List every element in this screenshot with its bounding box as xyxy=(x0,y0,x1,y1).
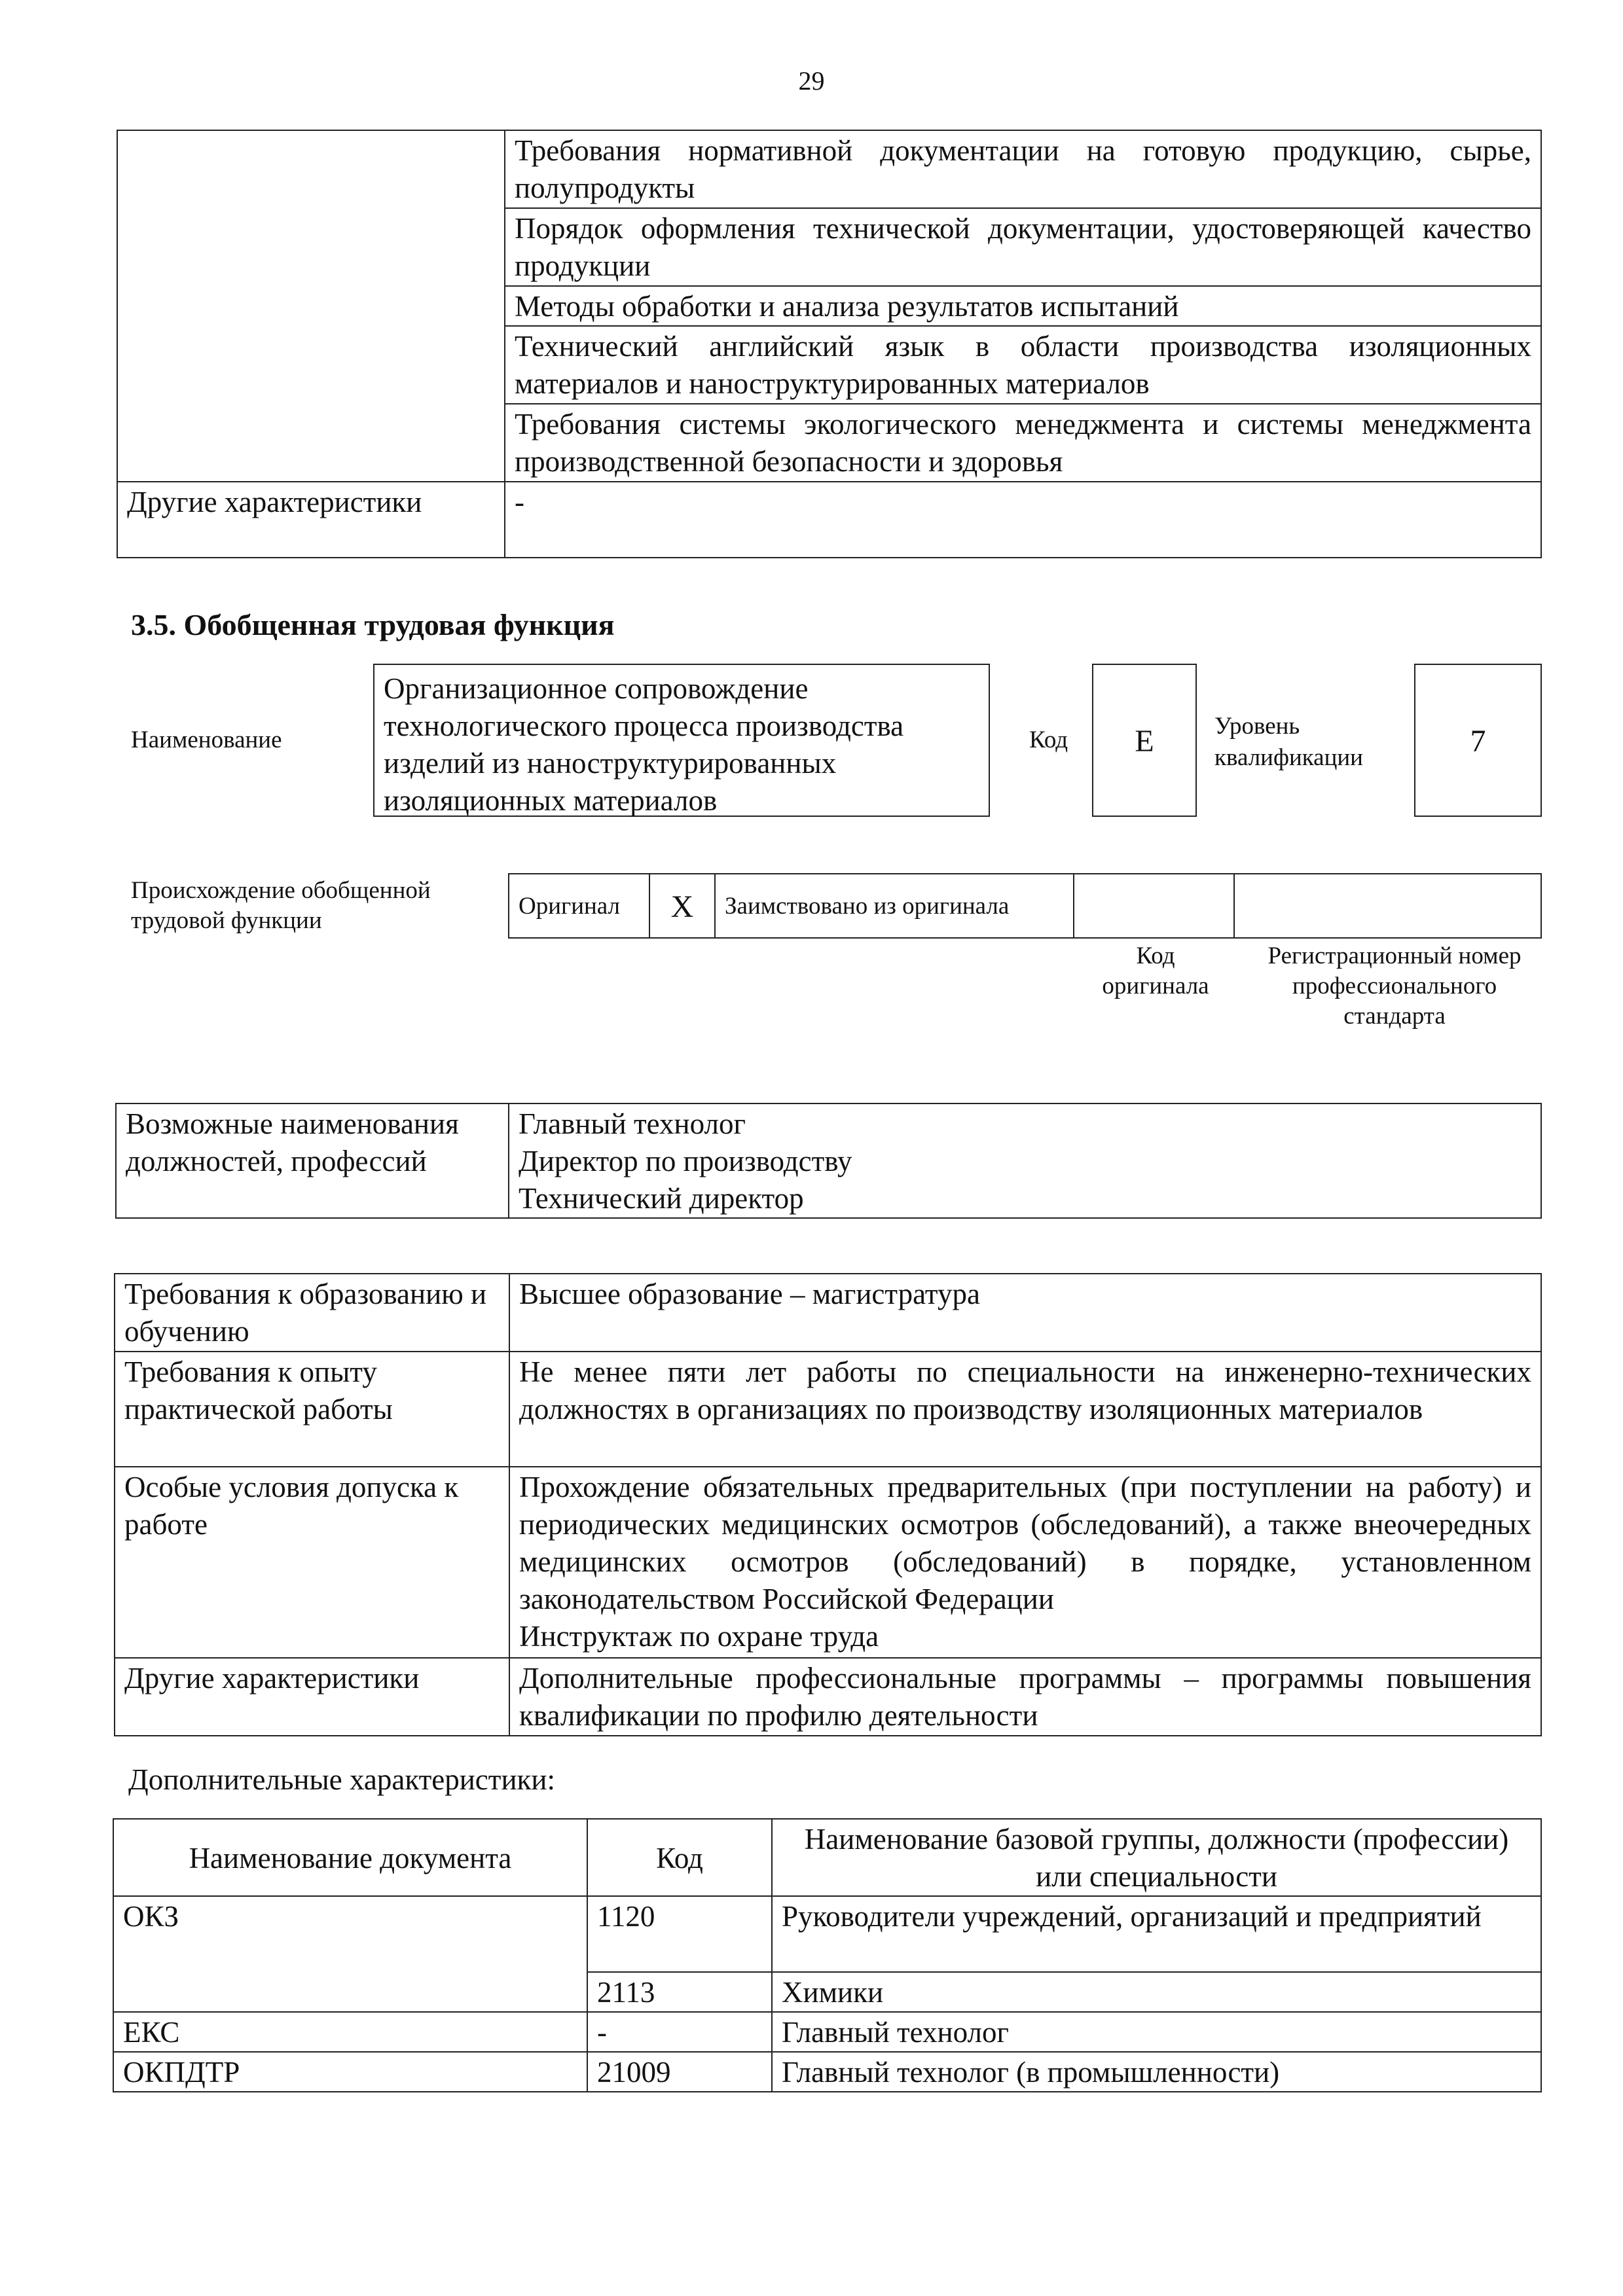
doc-cell: ОКПДТР xyxy=(113,2052,587,2092)
positions-list xyxy=(509,1103,1541,1218)
requirement-line: Инструктаж по охране труда xyxy=(519,1620,879,1653)
requirement-label: Другие характеристики xyxy=(115,1658,509,1736)
name-label: Наименование xyxy=(131,726,282,753)
requirement-value xyxy=(509,1467,1541,1658)
original-mark: X xyxy=(649,874,715,938)
table-row xyxy=(115,1658,1541,1736)
name-cell: Главный технолог (в промышленности) xyxy=(772,2052,1541,2092)
table-row xyxy=(113,2012,1541,2052)
knowledge-item: Технический английский язык в области производства изоляционных материалов и наноструктурированных материалов xyxy=(505,326,1541,404)
positions-label: Возможные наименования должностей, профессий xyxy=(116,1103,509,1218)
knowledge-item: Требования системы экологического менеджмента и системы менеджмента производственной безопасности и здоровья xyxy=(505,404,1541,482)
table-row xyxy=(115,1352,1541,1467)
header-document: Наименование документа xyxy=(113,1819,587,1896)
code-caption: Код оригинала xyxy=(1102,942,1209,999)
requirement-value: Дополнительные профессиональные программы – программы повышения квалификации по профилю деятельности xyxy=(509,1658,1541,1736)
doc-cell: ЕКС xyxy=(113,2012,587,2052)
function-name-box: Организационное сопровождение технологического процесса производства изделий из наноструктурированных изоляционных материалов xyxy=(373,664,990,817)
original-code-cell xyxy=(1074,874,1234,938)
position-item: Директор по производству xyxy=(519,1145,852,1177)
requirement-line: Прохождение обязательных предварительных (при поступлении на работу) и периодических медицинских осмотров (обследований), а также внеочередных медицинских осмотров (обследований) в порядке, установленном законодательством Российской Федерации xyxy=(519,1471,1531,1615)
table-row xyxy=(113,2052,1541,2092)
requirement-label: Особые условия допуска к работе xyxy=(115,1467,509,1658)
knowledge-item: Методы обработки и анализа результатов испытаний xyxy=(505,286,1541,326)
position-item: Главный технолог xyxy=(519,1107,746,1140)
code-cell: 2113 xyxy=(587,1972,772,2012)
code-value-box: E xyxy=(1092,664,1197,817)
additional-table xyxy=(113,1818,1542,2092)
header-code: Код xyxy=(587,1819,772,1896)
table-row xyxy=(117,482,1541,558)
reg-caption: Регистрационный номер профессионального стандарта xyxy=(1267,942,1522,1030)
empty-label-cell xyxy=(117,130,505,482)
name-cell: Химики xyxy=(772,1972,1541,2012)
name-cell: Руководители учреждений, организаций и предприятий xyxy=(772,1896,1541,1972)
table-row xyxy=(116,1103,1541,1218)
knowledge-table xyxy=(117,130,1542,558)
table-row xyxy=(509,874,1541,938)
additional-title: Дополнительные характеристики: xyxy=(128,1763,555,1796)
table-row xyxy=(115,1467,1541,1658)
knowledge-item: Требования нормативной документации на готовую продукцию, сырье, полупродукты xyxy=(505,130,1541,208)
table-row xyxy=(113,1896,1541,1972)
code-label: Код xyxy=(1029,726,1068,753)
origin-label: Происхождение обобщенной трудовой функции xyxy=(131,877,431,934)
table-row xyxy=(117,130,1541,208)
code-cell: 1120 xyxy=(587,1896,772,1972)
other-characteristics-label: Другие характеристики xyxy=(117,482,505,558)
requirement-value: Не менее пяти лет работы по специальности на инженерно-технических должностях в организациях по производству изоляционных материалов xyxy=(509,1352,1541,1467)
requirement-label: Требования к опыту практической работы xyxy=(115,1352,509,1467)
other-characteristics-value: - xyxy=(505,482,1541,558)
requirements-table xyxy=(114,1273,1542,1736)
requirement-value: Высшее образование – магистратура xyxy=(509,1274,1541,1352)
requirement-label: Требования к образованию и обучению xyxy=(115,1274,509,1352)
name-cell: Главный технолог xyxy=(772,2012,1541,2052)
registration-number-cell xyxy=(1234,874,1541,938)
doc-cell: ОКЗ xyxy=(113,1896,587,2012)
header-name: Наименование базовой группы, должности (профессии) или специальности xyxy=(772,1819,1541,1896)
section-heading: 3.5. Обобщенная трудовая функция xyxy=(131,608,615,641)
code-cell: - xyxy=(587,2012,772,2052)
original-label: Оригинал xyxy=(509,874,649,938)
table-row xyxy=(115,1274,1541,1352)
level-label: Уровень квалификации xyxy=(1214,713,1363,771)
table-header-row xyxy=(113,1819,1541,1896)
code-cell: 21009 xyxy=(587,2052,772,2092)
origin-table xyxy=(508,873,1542,939)
positions-table xyxy=(115,1103,1542,1219)
knowledge-item: Порядок оформления технической документации, удостоверяющей качество продукции xyxy=(505,208,1541,286)
level-value-box: 7 xyxy=(1414,664,1542,817)
page-number: 29 xyxy=(798,66,825,96)
borrowed-label: Заимствовано из оригинала xyxy=(715,874,1074,938)
position-item: Технический директор xyxy=(519,1182,804,1215)
